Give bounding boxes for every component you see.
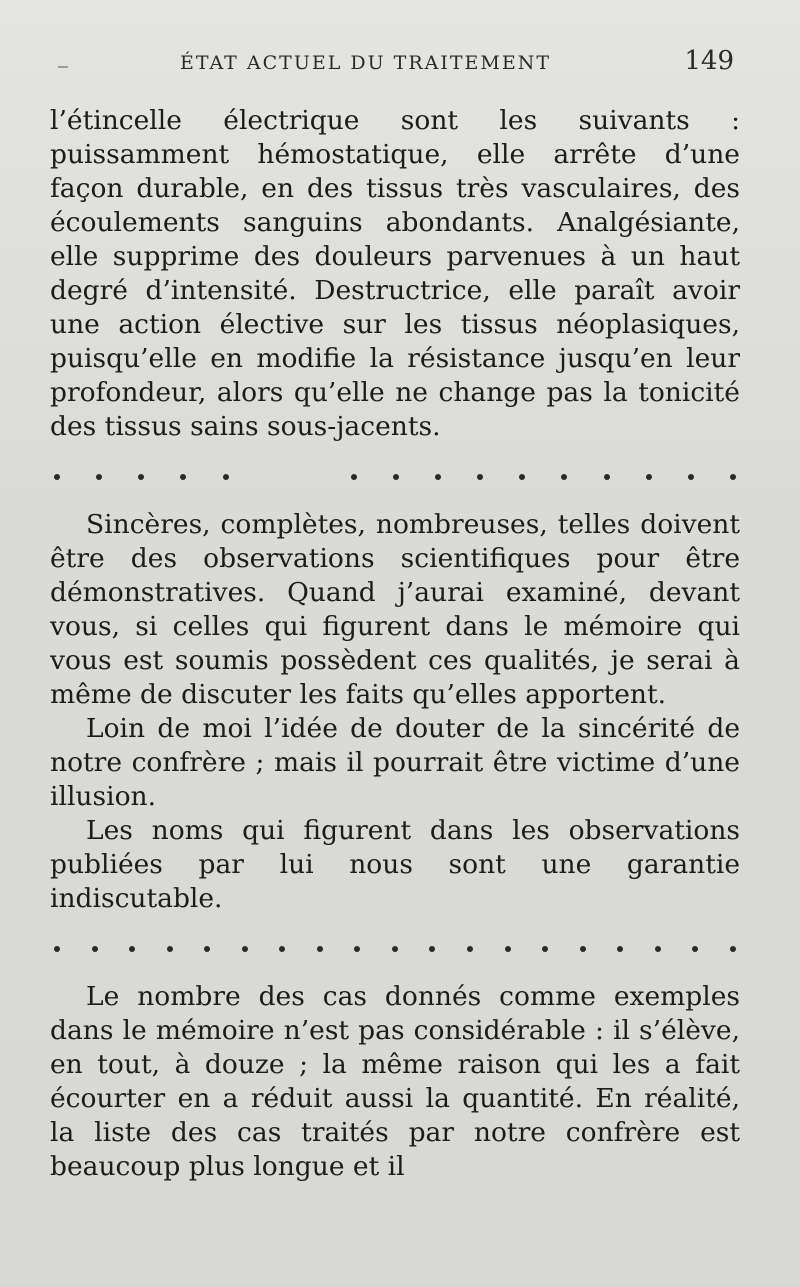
page-header xyxy=(50,46,740,82)
paragraph-2: Sincères, complètes, nombreuses, telles doivent être des observations scientifiques pour être démonstratives. Quand j’aurai examiné, devant vous, si celles qui figurent dans le mémoire qui vous est soumis possèdent ces qualités, je serai à même de discuter les faits qu’elles apportent. xyxy=(50,509,740,710)
separator-dot xyxy=(54,946,60,952)
separator-dot xyxy=(429,946,435,952)
separator-dot xyxy=(561,474,567,480)
separator-dot xyxy=(317,946,323,952)
page-number: 149 xyxy=(684,46,734,76)
separator-dot xyxy=(542,946,548,952)
body-text xyxy=(50,104,740,1184)
separator-dot xyxy=(279,946,285,952)
header-mark xyxy=(58,66,68,68)
ellipsis-separator-2 xyxy=(50,932,740,966)
paragraph-3: Loin de moi l’idée de douter de la sincérité de notre confrère ; mais il pourrait être victime d’une illusion. xyxy=(50,713,740,812)
separator-dot xyxy=(505,946,511,952)
separator-dot xyxy=(730,946,736,952)
separator-dot xyxy=(138,474,144,480)
separator-dot xyxy=(54,474,60,480)
separator-dot xyxy=(354,946,360,952)
separator-dot xyxy=(655,946,661,952)
separator-dot xyxy=(467,946,473,952)
separator-dot xyxy=(604,474,610,480)
separator-dot xyxy=(393,474,399,480)
paragraph-4: Les noms qui figurent dans les observations publiées par lui nous sont une garantie indiscutable. xyxy=(50,815,740,914)
separator-dot xyxy=(223,474,229,480)
paragraph-1: l’étincelle électrique sont les suivants : puissamment hémostatique, elle arrête d’une façon durable, en des tissus très vasculaires, des écoulements sanguins abondants. Analgésiante, elle supprime des douleurs parvenues à un haut degré d’intensité. Destructrice, elle paraît avoir une action élective sur les tissus néoplasiques, puisqu’elle en modifie la résistance jusqu’en leur profondeur, alors qu’elle ne change pas la tonicité des tissus sains sous-jacents. xyxy=(50,105,740,442)
separator-dot xyxy=(92,946,98,952)
separator-dot xyxy=(129,946,135,952)
ellipsis-separator-1 xyxy=(50,460,740,494)
paragraph-5: Le nombre des cas donnés comme exemples dans le mémoire n’est pas considérable : il s’élève, en tout, à douze ; la même raison qui les a fait écourter en a réduit aussi la quantité. En réalité, la liste des cas traités par notre confrère est beaucoup plus longue et il xyxy=(50,981,740,1182)
separator-dot xyxy=(204,946,210,952)
separator-dot xyxy=(646,474,652,480)
separator-dot xyxy=(477,474,483,480)
separator-dot xyxy=(692,946,698,952)
separator-dot xyxy=(435,474,441,480)
separator-dot xyxy=(242,946,248,952)
separator-dot xyxy=(617,946,623,952)
separator-dot xyxy=(392,946,398,952)
separator-dot xyxy=(688,474,694,480)
separator-dot xyxy=(351,474,357,480)
separator-dot xyxy=(730,474,736,480)
separator-dot xyxy=(180,474,186,480)
separator-dot xyxy=(167,946,173,952)
separator-dot xyxy=(96,474,102,480)
separator-dot xyxy=(580,946,586,952)
running-title: ÉTAT ACTUEL DU TRAITEMENT xyxy=(180,52,552,74)
separator-dot xyxy=(519,474,525,480)
